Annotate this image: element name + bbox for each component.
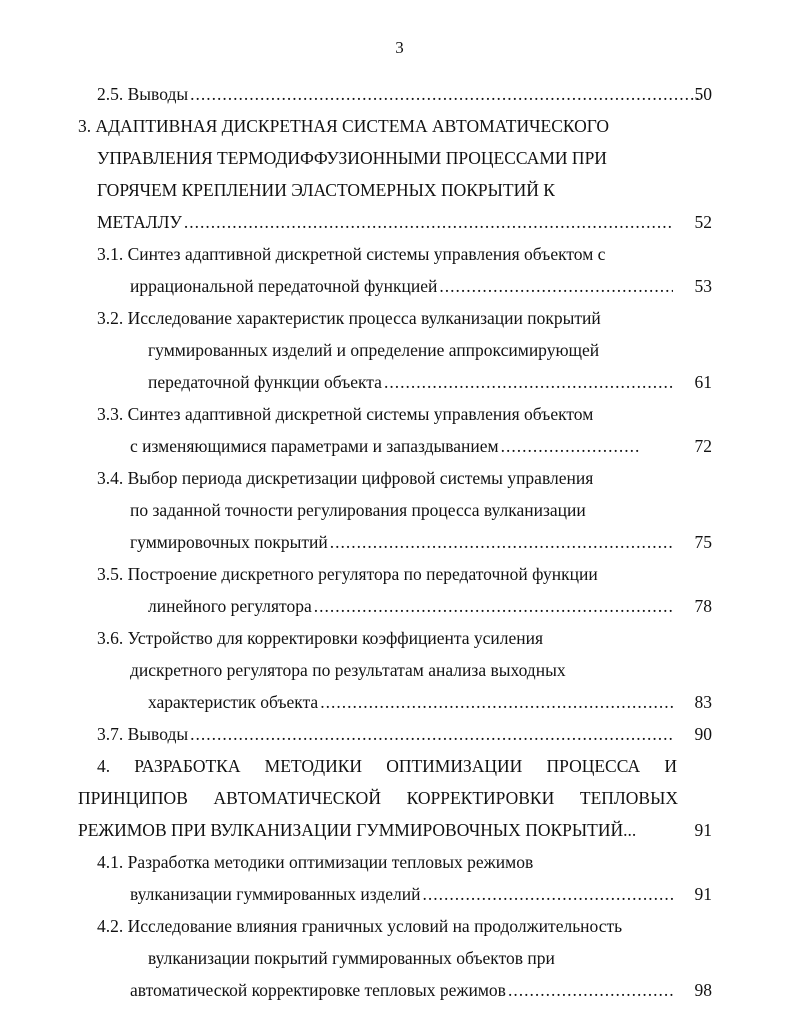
- leader-dots: [508, 974, 673, 1006]
- toc-entry-4-page: 91: [694, 820, 712, 840]
- toc-entry-text: МЕТАЛЛУ: [97, 212, 182, 232]
- toc-entry-text: автоматической корректировке тепловых режимов: [130, 980, 506, 1000]
- toc-entry-text: 3.7. Выводы: [97, 724, 189, 744]
- toc-entry-3-5-line-2: [148, 590, 675, 622]
- toc-entry-4-2-line-2: вулканизации покрытий гуммированных объектов при: [148, 948, 555, 968]
- toc-entry-text: характеристик объекта: [148, 692, 319, 712]
- toc-entry-4-line-2: ПРИНЦИПОВ АВТОМАТИЧЕСКОЙ КОРРЕКТИРОВКИ ТЕПЛОВЫХ: [78, 788, 678, 808]
- leader-dots: [184, 206, 673, 238]
- toc-entry-text: гуммировочных покрытий: [130, 532, 328, 552]
- toc-entry-4-1-line-2: [130, 878, 675, 910]
- page-number: 3: [395, 38, 404, 57]
- toc-entry-3-2-line-1: 3.2. Исследование характеристик процесса вулканизации покрытий: [97, 308, 601, 328]
- toc-entry-3-5-line-1: 3.5. Построение дискретного регулятора по передаточной функции: [97, 564, 598, 584]
- toc-entry-3-4-line-2: по заданной точности регулирования процесса вулканизации: [130, 500, 586, 520]
- toc-entry-3-5-page: 78: [694, 596, 712, 616]
- toc-entry-text: линейного регулятора: [148, 596, 312, 616]
- toc-entry-3-4-page: 75: [694, 532, 712, 552]
- toc-entry-3-2-page: 61: [694, 372, 712, 392]
- toc-entry-3-3-line-2: [130, 430, 642, 462]
- toc-entry-4-line-1: 4. РАЗРАБОТКА МЕТОДИКИ ОПТИМИЗАЦИИ ПРОЦЕССА И: [97, 756, 677, 776]
- leader-dots: [501, 430, 640, 462]
- leader-dots: [384, 366, 673, 398]
- toc-entry-3-2-line-2: гуммированных изделий и определение аппроксимирующей: [148, 340, 600, 360]
- toc-entry-4-1-line-1: 4.1. Разработка методики оптимизации тепловых режимов: [97, 852, 534, 872]
- toc-entry-3-page: 52: [694, 212, 712, 232]
- leader-dots: [190, 78, 700, 110]
- toc-entry-3-line-3: ГОРЯЧЕМ КРЕПЛЕНИИ ЭЛАСТОМЕРНЫХ ПОКРЫТИЙ К: [97, 180, 555, 200]
- toc-entry-3-line-1: 3. АДАПТИВНАЯ ДИСКРЕТНАЯ СИСТЕМА АВТОМАТИЧЕСКОГО: [78, 116, 610, 136]
- leader-dots: [320, 686, 673, 718]
- toc-entry-3-4-line-1: 3.4. Выбор периода дискретизации цифровой системы управления: [97, 468, 594, 488]
- leader-dots: [439, 270, 673, 302]
- toc-entry-text: 2.5. Выводы: [97, 84, 189, 104]
- toc-entry-3-4-line-3: [130, 526, 675, 558]
- toc-entry-4-line-3: РЕЖИМОВ ПРИ ВУЛКАНИЗАЦИИ ГУММИРОВОЧНЫХ ПОКРЫТИЙ...: [78, 820, 637, 840]
- toc-entry-text: передаточной функции объекта: [148, 372, 382, 392]
- toc-entry-text: иррациональной передаточной функцией: [130, 276, 438, 296]
- leader-dots: [190, 718, 673, 750]
- toc-entry-3-2-line-3: [148, 366, 675, 398]
- toc-entry-3-1-line-2: [130, 270, 675, 302]
- toc-entry-3-6-line-1: 3.6. Устройство для корректировки коэффициента усиления: [97, 628, 544, 648]
- leader-dots: [314, 590, 673, 622]
- toc-entry-3-1-page: 53: [694, 276, 712, 296]
- toc-entry-3-line-4: [97, 206, 675, 238]
- toc-entry-3-6-line-3: [148, 686, 675, 718]
- toc-entry-text: с изменяющимися параметрами и запаздыванием: [130, 436, 499, 456]
- toc-entry-3-7-page: 90: [694, 724, 712, 744]
- toc-entry-3-line-2: УПРАВЛЕНИЯ ТЕРМОДИФФУЗИОННЫМИ ПРОЦЕССАМИ ПРИ: [97, 148, 607, 168]
- toc-entry-4-1-page: 91: [694, 884, 712, 904]
- toc-entry-2-5-page: 50: [694, 84, 712, 104]
- toc-entry-2-5-line-1: [97, 78, 702, 110]
- toc-entry-3-6-page: 83: [694, 692, 712, 712]
- toc-entry-4-2-line-3: [130, 974, 675, 1006]
- leader-dots: [423, 878, 674, 910]
- toc-entry-3-3-line-1: 3.3. Синтез адаптивной дискретной системы управления объектом: [97, 404, 594, 424]
- toc-entry-4-2-line-1: 4.2. Исследование влияния граничных условий на продолжительность: [97, 916, 623, 936]
- toc-entry-3-1-line-1: 3.1. Синтез адаптивной дискретной системы управления объектом с: [97, 244, 606, 264]
- toc-entry-3-7-line-1: [97, 718, 675, 750]
- toc-entry-3-3-page: 72: [694, 436, 712, 456]
- leader-dots: [330, 526, 673, 558]
- toc-entry-4-2-page: 98: [694, 980, 712, 1000]
- toc-entry-3-6-line-2: дискретного регулятора по результатам анализа выходных: [130, 660, 566, 680]
- toc-entry-text: вулканизации гуммированных изделий: [130, 884, 421, 904]
